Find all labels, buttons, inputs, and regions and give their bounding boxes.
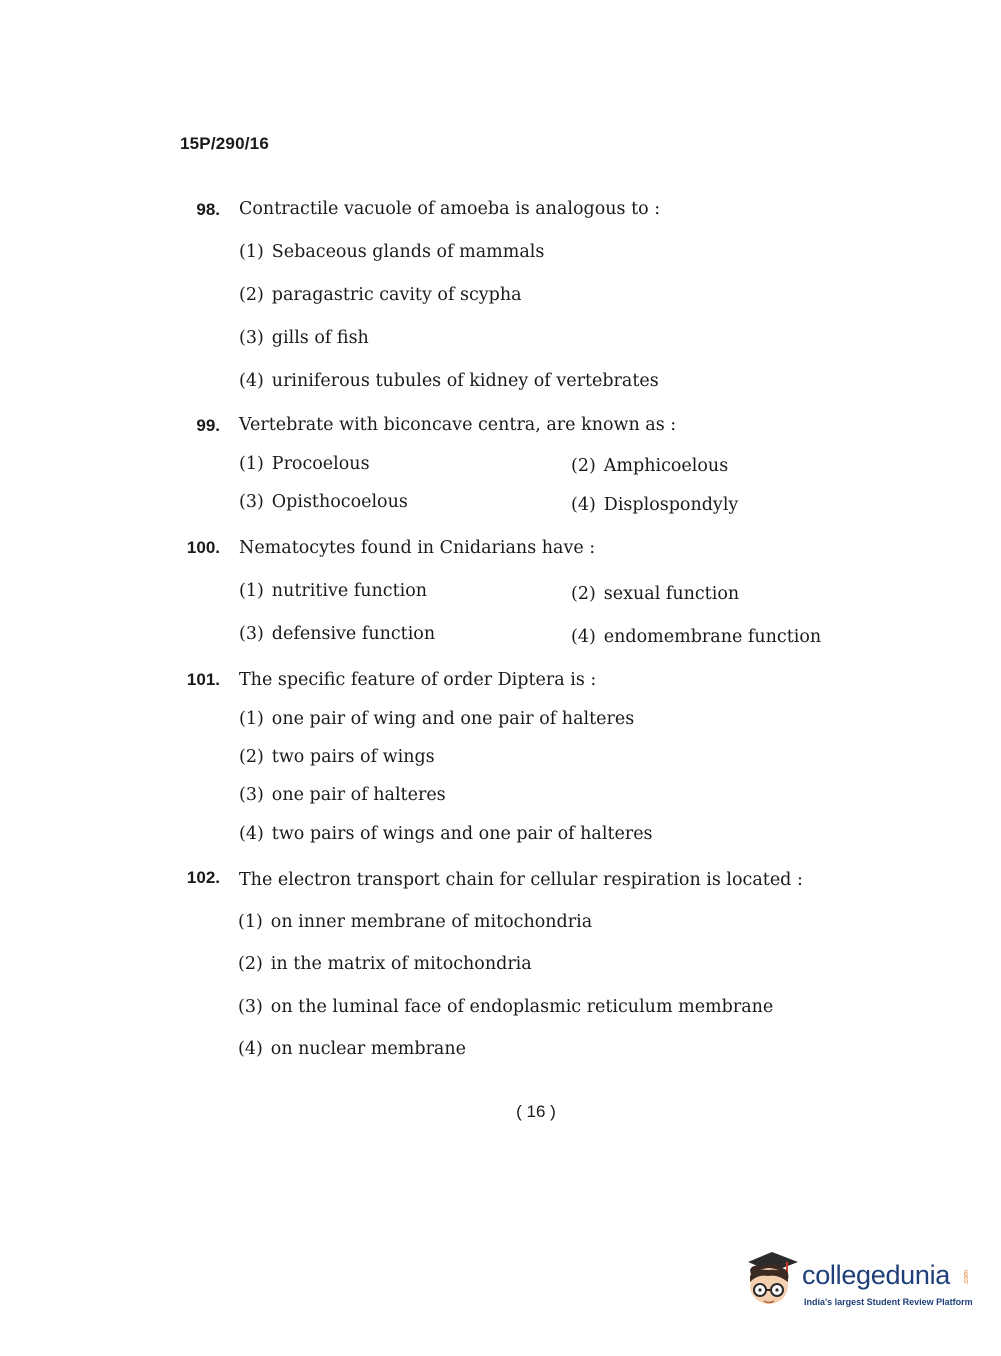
answer-option — [238, 997, 773, 1017]
option-text: defensive function — [271, 624, 436, 644]
option-number: (3) — [239, 785, 264, 805]
answer-option — [239, 492, 408, 512]
option-number: (1) — [239, 581, 264, 601]
option-number: (1) — [239, 454, 264, 474]
option-number: (2) — [571, 456, 596, 476]
option-number: (3) — [238, 997, 263, 1017]
question-number: 102. — [186, 868, 220, 887]
option-number: (1) — [239, 242, 264, 262]
brand-dotcom: .com — [963, 1270, 970, 1286]
answer-option — [571, 456, 728, 476]
answer-option — [571, 627, 821, 647]
option-text: endomembrane function — [603, 627, 822, 647]
option-number: (4) — [238, 1039, 263, 1059]
page-number: ( 16 ) — [516, 1102, 556, 1121]
question-text: Contractile vacuole of amoeba is analogous to : — [239, 199, 661, 219]
option-text: gills of fish — [271, 328, 369, 348]
answer-option — [238, 912, 592, 932]
graduate-mascot-icon — [742, 1250, 800, 1310]
option-text: on nuclear membrane — [270, 1039, 466, 1059]
brand-name: collegedunia — [802, 1260, 951, 1290]
question-text: The specific feature of order Diptera is : — [239, 670, 597, 690]
answer-option — [239, 785, 446, 805]
paper-code: 15P/290/16 — [180, 134, 269, 153]
answer-option — [238, 1039, 466, 1059]
answer-option — [571, 584, 739, 604]
option-number: (2) — [239, 747, 264, 767]
option-text: in the matrix of mitochondria — [270, 954, 532, 974]
answer-option — [239, 581, 427, 601]
option-number: (1) — [239, 709, 264, 729]
option-text: on the luminal face of endoplasmic reticulum membrane — [270, 997, 774, 1017]
option-text: two pairs of wings and one pair of halteres — [271, 824, 653, 844]
option-text: paragastric cavity of scypha — [271, 285, 522, 305]
question-number: 101. — [186, 670, 220, 689]
answer-option — [239, 285, 522, 305]
question-number: 100. — [186, 538, 220, 557]
answer-option — [239, 242, 544, 262]
option-text: one pair of wing and one pair of halteres — [271, 709, 635, 729]
option-number: (4) — [571, 495, 596, 515]
answer-option — [239, 747, 435, 767]
option-number: (4) — [239, 824, 264, 844]
answer-option — [239, 824, 653, 844]
question-text: Nematocytes found in Cnidarians have : — [239, 538, 596, 558]
answer-option — [238, 954, 532, 974]
answer-option — [239, 709, 634, 729]
question-number: 98. — [196, 200, 220, 219]
option-number: (3) — [239, 328, 264, 348]
option-number: (4) — [239, 371, 264, 391]
option-text: on inner membrane of mitochondria — [270, 912, 593, 932]
answer-option — [239, 624, 435, 644]
collegedunia-logo — [742, 1250, 982, 1314]
question-text: Vertebrate with biconcave centra, are known as : — [239, 415, 677, 435]
option-text: one pair of halteres — [271, 785, 446, 805]
option-text: Sebaceous glands of mammals — [271, 242, 545, 262]
brand-tagline: India's largest Student Review Platform — [804, 1297, 973, 1307]
option-text: nutritive function — [271, 581, 428, 601]
question-text: The electron transport chain for cellular respiration is located : — [239, 870, 803, 890]
answer-option — [571, 495, 738, 515]
option-number: (3) — [239, 624, 264, 644]
question-number: 99. — [196, 416, 220, 435]
answer-option — [239, 454, 370, 474]
option-text: Procoelous — [271, 454, 370, 474]
option-text: Displospondyly — [603, 495, 739, 515]
option-number: (2) — [239, 285, 264, 305]
option-text: two pairs of wings — [271, 747, 435, 767]
answer-option — [239, 371, 659, 391]
option-text: Opisthocoelous — [271, 492, 408, 512]
answer-option — [239, 328, 369, 348]
option-number: (4) — [571, 627, 596, 647]
option-text: sexual function — [603, 584, 740, 604]
option-number: (2) — [238, 954, 263, 974]
option-number: (1) — [238, 912, 263, 932]
option-number: (2) — [571, 584, 596, 604]
option-number: (3) — [239, 492, 264, 512]
option-text: Amphicoelous — [603, 456, 729, 476]
option-text: uriniferous tubules of kidney of vertebrates — [271, 371, 659, 391]
